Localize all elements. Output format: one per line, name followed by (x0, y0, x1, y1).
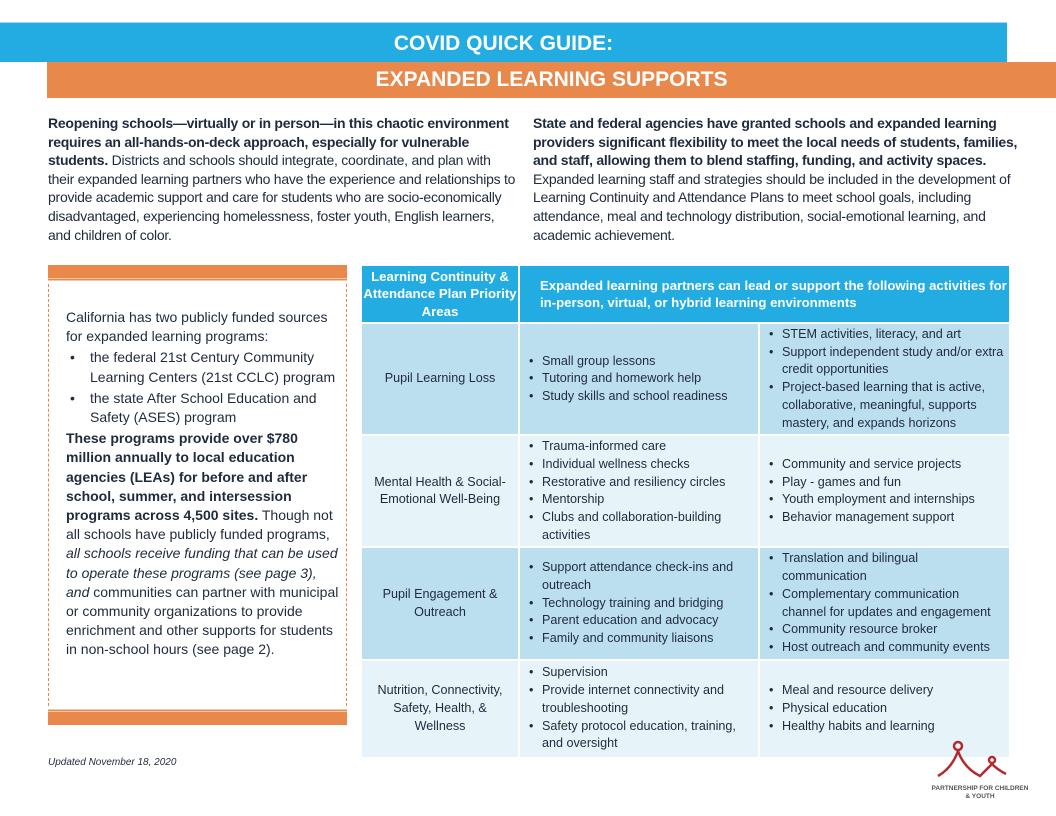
activities-list (760, 454, 1009, 529)
sidebox-bottom-bar (48, 709, 347, 725)
sidebox-list (66, 348, 341, 427)
priority-area: Pupil Engagement & Outreach (361, 547, 519, 659)
intro-right-paragraph (533, 114, 1018, 244)
activities-cell (519, 660, 759, 758)
activities-table (360, 264, 1011, 759)
organization-logo (930, 738, 1030, 801)
updated-date: Updated November 18, 2020 (48, 757, 177, 768)
table-row (361, 435, 1010, 547)
logo-figures-icon (930, 738, 1030, 780)
list-item: • Support attendance check-ins and outreach (528, 559, 754, 594)
table-row (361, 547, 1010, 659)
list-item: • Complementary communication channel for updates and engagement (768, 586, 1005, 621)
header-activities: Expanded learning partners can lead or support the following activities for in-person, virtual, or hybrid learning environments (519, 265, 1010, 323)
list-item: • Meal and resource delivery (768, 682, 1005, 700)
list-item: • Study skills and school readiness (528, 388, 754, 406)
list-item: • Parent education and advocacy (528, 612, 754, 630)
intro-right-bold: State and federal agencies have granted schools and expanded learning providers significant flexibility to meet the local needs of students, families, and staff, allowing them to blend staffing, funding, and activity spaces. (533, 115, 1018, 169)
list-item: • Translation and bilingual communication (768, 550, 1005, 585)
activities-list (760, 324, 1009, 434)
activities-list (520, 557, 758, 650)
logo-text: PARTNERSHIP FOR CHILDREN & YOUTH (931, 785, 1029, 800)
activities-cell (519, 547, 759, 659)
list-item: • Safety protocol education, training, and oversight (528, 718, 754, 753)
subtitle-banner (47, 62, 1056, 98)
list-item: • Restorative and resiliency circles (528, 474, 754, 492)
list-item: • Community resource broker (768, 621, 1005, 639)
list-item: • Support independent study and/or extra credit opportunities (768, 344, 1005, 379)
list-item: • Provide internet connectivity and troubleshooting (528, 682, 754, 717)
activities-list (760, 548, 1009, 658)
table-row (361, 323, 1010, 435)
activities-cell (519, 435, 759, 547)
activities-cell (759, 547, 1010, 659)
list-item: • the federal 21st Century Community Learning Centers (21st CCLC) program (66, 348, 341, 386)
list-item: • Clubs and collaboration-building activities (528, 509, 754, 544)
intro-left-paragraph (48, 114, 518, 244)
activities-cell (519, 323, 759, 435)
intro-left-bold: Reopening schools—virtually or in person—in this chaotic environment requires an all-hands-on-deck approach, especially for vulnerable students. (48, 115, 509, 169)
title-banner (0, 22, 1007, 62)
priority-area: Mental Health & Social-Emotional Well-Being (361, 435, 519, 547)
list-item: • Supervision (528, 664, 754, 682)
list-item: • Project-based learning that is active, collaborative, meaningful, supports mastery, and expands horizons (768, 379, 1005, 432)
list-item: • the state After School Education and Safety (ASES) program (66, 389, 341, 427)
intro-right-text: Expanded learning staff and strategies should be included in the development of Learning Continuity and Attendance Plans to meet school goals, including attendance, meal and technology distribution, social-emotional learning, and academic achievement. (533, 170, 1011, 243)
list-item: • Physical education (768, 700, 1005, 718)
sidebox-top-bar (48, 265, 347, 281)
list-item: • Individual wellness checks (528, 456, 754, 474)
list-item: • Youth employment and internships (768, 491, 1005, 509)
sidebox-lead: California has two publicly funded sources for expanded learning programs: (66, 309, 328, 345)
activities-list (760, 680, 1009, 737)
list-item: • STEM activities, literacy, and art (768, 326, 1005, 344)
activities-cell (759, 323, 1010, 435)
intro-left-text: Districts and schools should integrate, coordinate, and plan with their expanded learning partners who have the experience and relationships to provide academic support and care for students who are socio-economically disadvantaged, experiencing homelessness, foster youth, English learners, and children of color. (48, 152, 516, 243)
list-item: • Small group lessons (528, 353, 754, 371)
list-item: • Host outreach and community events (768, 639, 1005, 657)
activities-list (520, 351, 758, 408)
sidebox-bold: These programs provide over $780 million annually to local education agencies (LEAs) for before and after school, summer, and intersession programs across 4,500 sites. (66, 430, 308, 524)
sidebox-text: Though not all schools have publicly funded programs, (66, 507, 333, 543)
list-item: • Play - games and fun (768, 474, 1005, 492)
activities-list (520, 436, 758, 546)
page-subtitle: EXPANDED LEARNING SUPPORTS (375, 68, 728, 91)
sidebox-text: communities can partner with municipal or community organizations to provide enrichment and other supports for students in non-school hours (see page 2). (66, 583, 339, 658)
list-item: • Technology training and bridging (528, 595, 754, 613)
activities-list (520, 662, 758, 755)
list-item: • Behavior management support (768, 509, 1005, 527)
list-item: • Healthy habits and learning (768, 718, 1005, 736)
list-item: • Mentorship (528, 491, 754, 509)
list-item: • Family and community liaisons (528, 630, 754, 648)
priority-area: Pupil Learning Loss (361, 323, 519, 435)
page-title: COVID QUICK GUIDE: (393, 32, 614, 55)
sidebox-body (66, 429, 341, 659)
list-item: • Trauma-informed care (528, 438, 754, 456)
priority-area: Nutrition, Connectivity, Safety, Health, & Wellness (361, 660, 519, 758)
list-item: • Community and service projects (768, 456, 1005, 474)
list-item: • Tutoring and homework help (528, 370, 754, 388)
activities-cell (759, 435, 1010, 547)
table-row (361, 660, 1010, 758)
sidebox-italic: all schools receive funding that can be used to operate these programs (see page 3), and (66, 545, 338, 600)
header-priority-areas: Learning Continuity & Attendance Plan Priority Areas (361, 265, 519, 323)
funding-sidebox (48, 265, 347, 725)
